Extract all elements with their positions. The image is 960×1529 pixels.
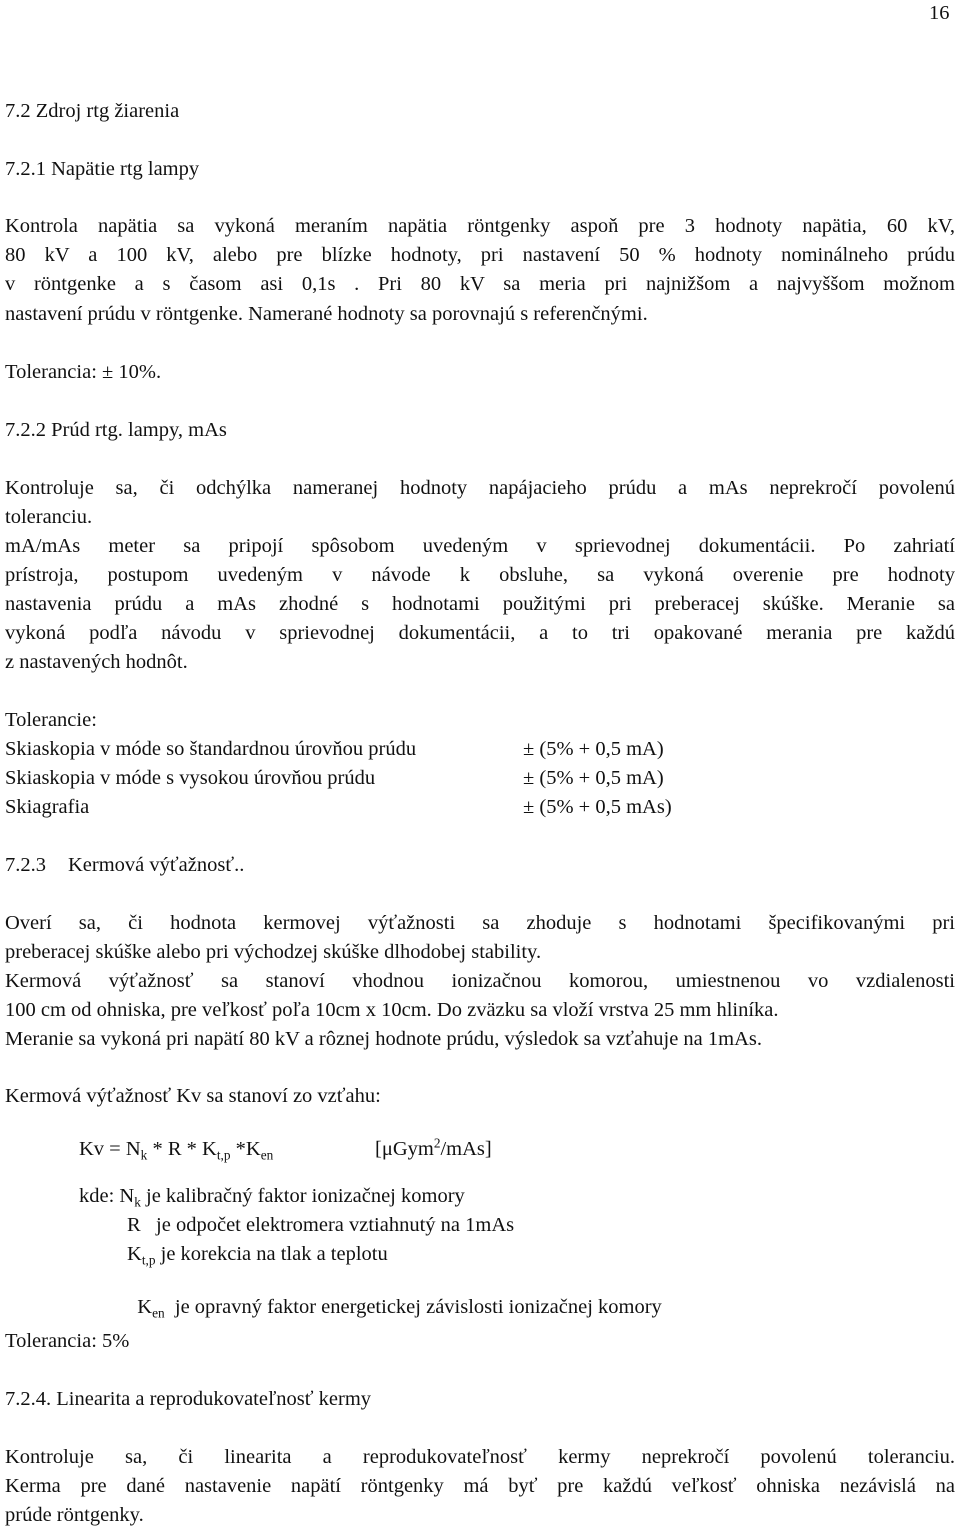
tolerance-label: Skiaskopia v móde so štandardnou úrovňou prúdu <box>5 738 417 760</box>
page-number: 16 <box>929 2 950 24</box>
paragraph-line: nastavenia prúdu a mAs zhodné s hodnotami použitými pri preberacej skúške. Meranie sa <box>5 593 955 615</box>
paragraph-line: z nastavených hodnôt. <box>5 651 188 673</box>
tolerance-value: ± (5% + 0,5 mAs) <box>523 796 672 818</box>
subsection-number: 7.2.3 <box>5 854 46 876</box>
subsection-title: Kermová výťažnosť.. <box>68 854 245 876</box>
paragraph-line: Kontroluje sa, či linearita a reprodukovateľnosť kermy neprekročí povolenú toleranciu. <box>5 1446 955 1468</box>
subsection-heading-7-2-3 <box>5 853 244 877</box>
tolerance-text: Tolerancia: ± 10%. <box>5 361 162 383</box>
paragraph-line: prístroja, postupom uvedeným v návode k obsluhe, sa vykoná overenie pre hodnoty <box>5 564 955 586</box>
paragraph-line: prúde röntgenky. <box>5 1504 144 1526</box>
paragraph-line: nastavení prúdu v röntgenke. Namerané hodnoty sa porovnajú s referenčnými. <box>5 303 648 325</box>
kv-formula: $Kv = N_k * R * K_{t,p}$ $*K_{en}$ <box>79 1138 274 1163</box>
tolerance-label: Skiaskopia v móde s vysokou úrovňou prúdu <box>5 767 376 789</box>
tolerance-value: ± (5% + 0,5 mA) <box>523 767 664 789</box>
paragraph-line: toleranciu. <box>5 506 93 528</box>
where-ktp: $K_{t,p}$ je korekcia na tlak a teplotu <box>127 1243 388 1268</box>
tolerance-value: ± (5% + 0,5 mA) <box>523 738 664 760</box>
paragraph-line: v röntgenke a s časom asi 0,1s . Pri 80 kV sa meria pri najnižšom a najvyššom možnom <box>5 273 955 295</box>
paragraph-line: preberacej skúške alebo pri východzej skúške dlhodobej stability. <box>5 941 542 963</box>
paragraph-line: Kermová výťažnosť sa stanoví vhodnou ionizačnou komorou, umiestnenou vo vzdialenosti <box>5 970 955 992</box>
formula-intro: Kermová výťažnosť Kv sa stanoví zo vzťahu: <box>5 1085 381 1107</box>
paragraph-line: Kerma pre dané nastavenie napätí röntgenky má byť pre každú veľkosť ohniska nezávislá na <box>5 1475 955 1497</box>
section-title: 7.2 Zdroj rtg žiarenia <box>5 100 180 122</box>
paragraph-line: 80 kV a 100 kV, alebo pre blízke hodnoty, pri nastavení 50 % hodnoty nominálneho prúdu <box>5 244 955 266</box>
subsection-heading-7-2-4: 7.2.4. Linearita a reprodukovateľnosť kermy <box>5 1388 372 1410</box>
where-ken: $K_{en}$ je opravný faktor energetickej závislosti ionizačnej komory <box>137 1296 662 1321</box>
paragraph-line: Kontroluje sa, či odchýlka nameranej hodnoty napájacieho prúdu a mAs neprekročí povolenú <box>5 477 955 499</box>
paragraph-line: Overí sa, či hodnota kermovej výťažnosti sa zhoduje s hodnotami špecifikovanými pri <box>5 912 955 934</box>
kv-formula-unit: [μGym$^2$/mAs] <box>375 1135 492 1160</box>
tolerance-label: Skiagrafia <box>5 796 90 818</box>
tolerance-text: Tolerancia: 5% <box>5 1330 130 1352</box>
paragraph-line: vykoná podľa návodu v sprievodnej dokumentácii, a to tri opakované merania pre každú <box>5 622 955 644</box>
paragraph-line: 100 cm od ohniska, pre veľkosť poľa 10cm x 10cm. Do zväzku sa vloží vrstva 25 mm hliníka. <box>5 999 779 1021</box>
paragraph-line: Meranie sa vykoná pri napätí 80 kV a rôznej hodnote prúdu, výsledok sa vzťahuje na 1mAs. <box>5 1028 763 1050</box>
subsection-heading-7-2-1: 7.2.1 Napätie rtg lampy <box>5 158 200 180</box>
paragraph-line: mA/mAs meter sa pripojí spôsobom uvedeným v sprievodnej dokumentácii. Po zahriatí <box>5 535 955 557</box>
paragraph-line: Kontrola napätia sa vykoná meraním napätia röntgenky aspoň pre 3 hodnoty napätia, 60 kV, <box>5 215 955 237</box>
subsection-heading-7-2-2: 7.2.2 Prúd rtg. lampy, mAs <box>5 419 227 441</box>
where-r: R je odpočet elektromera vztiahnutý na 1mAs <box>127 1214 515 1236</box>
where-nk: kde: $N_k$ je kalibračný faktor ionizačnej komory <box>79 1185 465 1210</box>
tolerances-heading: Tolerancie: <box>5 709 97 731</box>
